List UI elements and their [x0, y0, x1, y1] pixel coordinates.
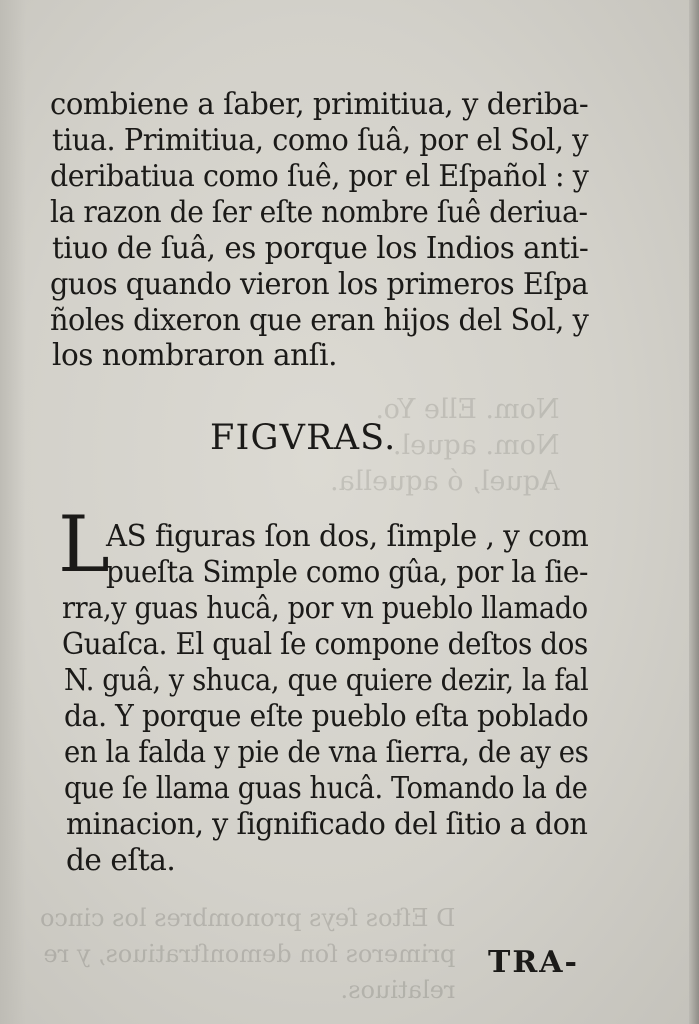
- text-line: AS figuras ſon dos, ſimple , y com: [106, 519, 589, 553]
- text-line: N. guâ, y shuca, que quiere dezir, la fal: [64, 663, 589, 697]
- text-line: rra,y guas hucâ, por vn pueblo llamado: [62, 591, 588, 625]
- text-line: tiua. Primitiua, como ſuâ, por el Sol, y: [52, 123, 589, 157]
- text-line: guos quando vieron los primeros Eſpa: [50, 267, 589, 301]
- bleed-through-decoration: D Eſtos ſeys pronombres los cinco primeros ſon demonſtratiuos, y re relatiuos.: [40, 904, 456, 1004]
- text-line: minacion, y ſignificado del ſitio a don: [66, 807, 588, 841]
- bleed-through-decoration: Nom. Elle Yo. Nom. aquel. Aquel, ó aquella.: [330, 394, 560, 497]
- text-line: Guaſca. El qual ſe compone deſtos dos: [62, 627, 588, 661]
- text-line: deribatiua como ſuê, por el Eſpañol : y: [50, 159, 589, 193]
- text-line: tiuo de ſuâ, es porque los Indios anti-: [52, 231, 589, 265]
- text-line: que ſe llama guas hucâ. Tomando la de: [64, 771, 588, 805]
- text-line: la razon de ſer eſte nombre ſuê deriua-: [50, 195, 588, 229]
- text-line: los nombraron anſi.: [52, 338, 338, 372]
- section-heading: FIGVRAS.: [210, 418, 397, 458]
- text-line: ñoles dixeron que eran hijos del Sol, y: [50, 303, 589, 337]
- text-line: pueſta Simple como gûa, por la ſie-: [106, 555, 588, 589]
- page-shadow-left: [0, 0, 26, 1024]
- text-line: combiene a ſaber, primitiua, y deriba-: [50, 87, 589, 121]
- catchword: TRA-: [488, 945, 579, 980]
- text-line: en la falda y pie de vna ſierra, de ay es: [64, 735, 589, 769]
- page-edge-right: [689, 0, 699, 1024]
- text-line: de eſta.: [66, 843, 176, 877]
- text-line: da. Y porque eſte pueblo eſta poblado: [64, 699, 589, 733]
- drop-cap: L: [58, 500, 110, 590]
